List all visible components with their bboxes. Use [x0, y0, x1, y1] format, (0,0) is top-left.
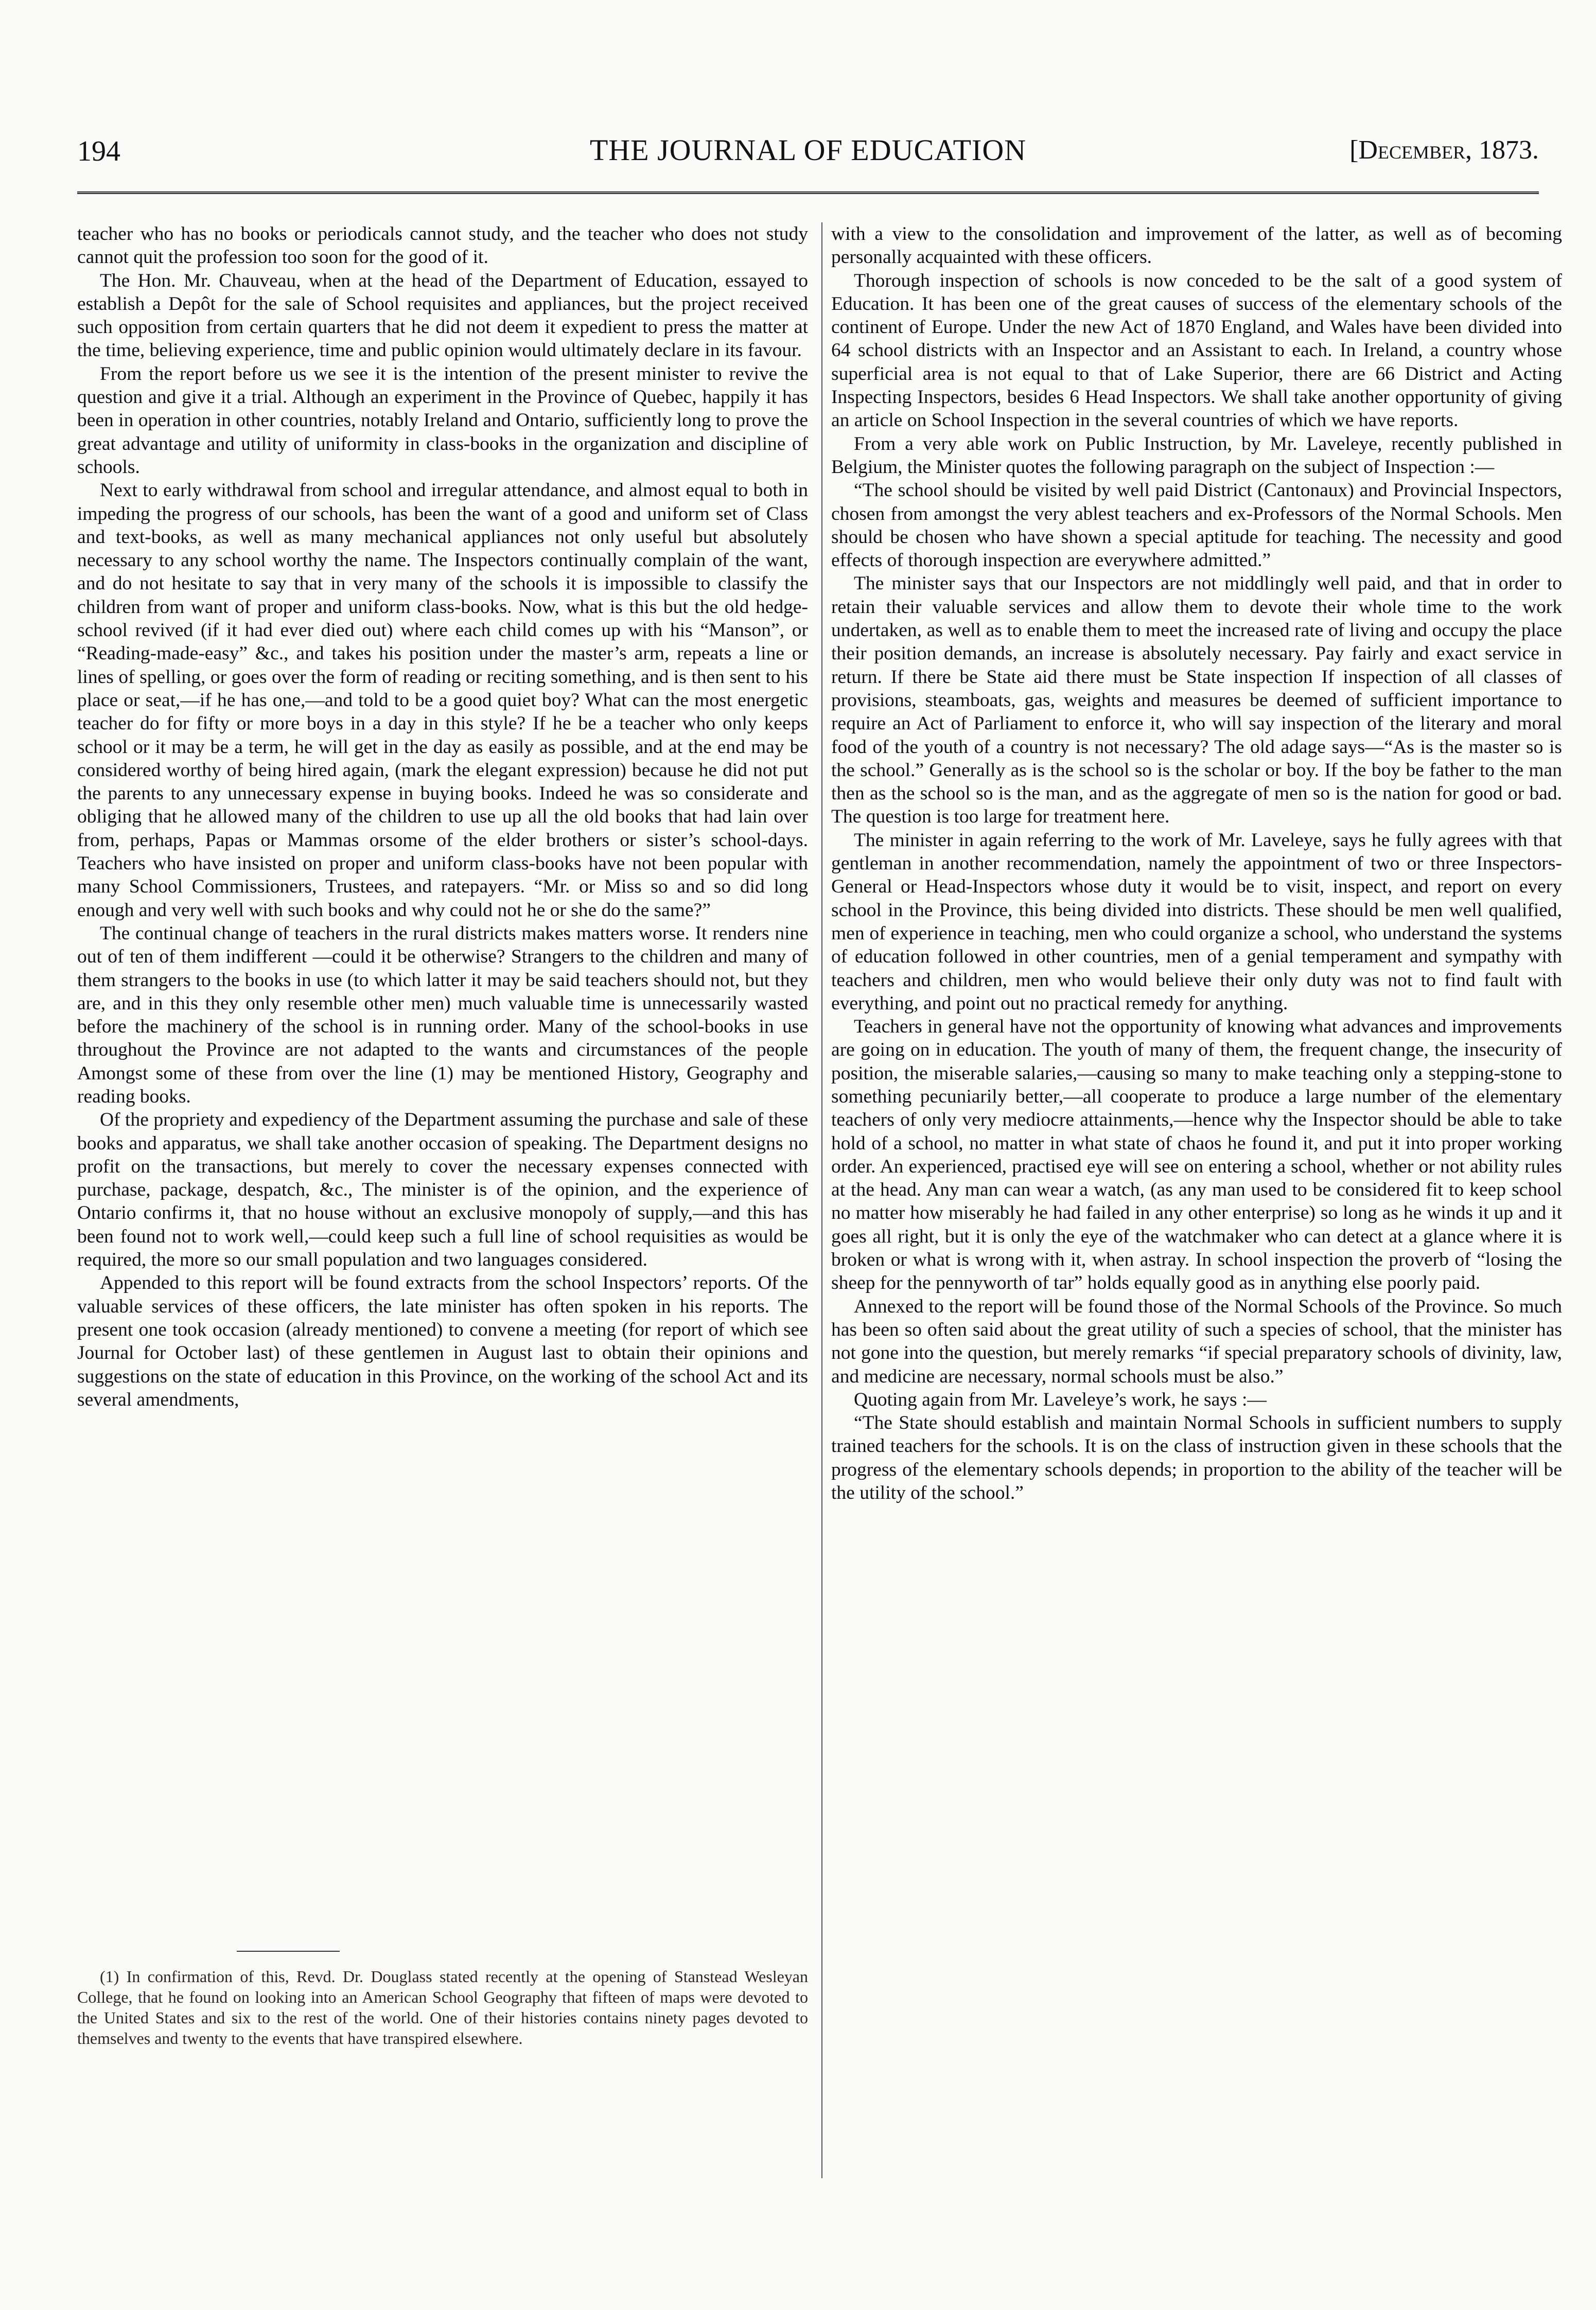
paragraph: teacher who has no books or periodicals cannot study, and the teacher who does not study cannot quit the profession too soon for the good of it.	[77, 223, 808, 268]
page-header	[77, 129, 1539, 180]
journal-title: THE JOURNAL OF EDUCATION	[589, 133, 1027, 167]
paragraph: with a view to the consolidation and improvement of the latter, as well as of becoming personally acquainted with these officers.	[831, 223, 1562, 268]
footnote	[77, 1966, 808, 2049]
right-column	[831, 222, 1562, 1504]
quotation: “The school should be visited by well paid District (Cantonaux) and Provincial Inspectors, chosen from amongst the very ablest teachers and ex-Professors of the Normal Schools. Men should be chosen who have shown a special aptitude for teaching. The necessity and good effects of thorough inspection are everywhere admitted.”	[831, 480, 1562, 571]
paragraph: The continual change of teachers in the rural districts makes matters worse. It renders nine out of ten of them indifferent —could it be otherwise? Strangers to the children and many of them strangers to the books in use (to which latter it may be said teachers should not, but they are, and in this they only resemble other men) much valuable time is unnecessarily wasted before the machinery of the school is in running order. Many of the school-books in use throughout the Province are not adapted to the wants and circumstances of the people Amongst some of these from over the line (1) may be mentioned History, Geography and reading books.	[77, 922, 808, 1107]
header-rule	[77, 191, 1539, 194]
paragraph: Teachers in general have not the opportunity of knowing what advances and improvements are going on in education. The youth of many of them, the frequent change, the insecurity of position, the miserable salaries,—causing so many to make teaching only a stepping-stone to something pecuniarily better,—all cooperate to produce a large number of the elementary teachers of only very mediocre attainments,—hence why the Inspector should be able to take hold of a school, no matter in what state of chaos he found it, and put it into proper working order. An experienced, practised eye will see on entering a school, whether or not ability rules at the head. Any man can wear a watch, (as any man used to be considered fit to keep school no matter how miserably he had failed in any other enterprise) so long as he winds it up and it goes all right, but it is only the eye of the watchmaker who can detect at a glance where it is broken or what is wrong with it, when astray. In school inspection the proverb of “losing the sheep for the pennyworth of tar” holds equally good as in anything else poorly paid.	[831, 1016, 1562, 1294]
footnote-rule	[237, 1951, 340, 1952]
column-divider	[821, 222, 822, 2178]
paragraph: Of the propriety and expediency of the Department assuming the purchase and sale of these books and apparatus, we shall take another occasion of speaking. The Department designs no profit on the transactions, but merely to cover the necessary expenses connected with purchase, package, despatch, &c., The minister is of the opinion, and the experience of Ontario confirms it, that no house without an exclusive monopoly of supply,—and this has been found not to work well,—could keep such a full line of school requisities as would be required, the more so our small population and two languages considered.	[77, 1109, 808, 1271]
paragraph: From a very able work on Public Instruction, by Mr. Laveleye, recently published in Belgium, the Minister quotes the following paragraph on the subject of Inspection :—	[831, 433, 1562, 478]
paragraph: Appended to this report will be found extracts from the school Inspectors’ reports. Of the valuable services of these officers, the late minister has often spoken in his reports. The present one took occasion (already mentioned) to convene a meeting (for report of which see Journal for October last) of these gentlemen in August last to obtain their opinions and suggestions on the state of education in this Province, on the working of the school Act and its several amendments,	[77, 1272, 808, 1410]
paragraph: From the report before us we see it is the intention of the present minister to revive the question and give it a trial. Although an experiment in the Province of Quebec, happily it has been in operation in other countries, notably Ireland and Ontario, sufficiently long to prove the great advantage and utility of uniformity in class-books in the organization and discipline of schools.	[77, 363, 808, 478]
paragraph: Quoting again from Mr. Laveleye’s work, he says :—	[854, 1389, 1267, 1410]
paragraph: Thorough inspection of schools is now conceded to be the salt of a good system of Education. It has been one of the great causes of success of the elementary schools of the continent of Europe. Under the new Act of 1870 England, and Wales have been divided into 64 school districts with an Inspector and an Assistant to each. In Ireland, a country whose superficial area is not equal to that of Lake Superior, there are 66 District and Acting Inspecting Inspectors, besides 6 Head Inspectors. We shall take another opportunity of giving an article on School Inspection in the several countries of which we have reports.	[831, 270, 1562, 431]
footnote-text: (1) In confirmation of this, Revd. Dr. Douglass stated recently at the opening of Stanstead Wesleyan College, that he found on looking into an American School Geography that fifteen of maps were devoted to the United States and six to the rest of the world. One of their histories contains ninety pages devoted to themselves and twenty to the events that have transpired elsewhere.	[77, 1967, 808, 2047]
paragraph: The minister in again referring to the work of Mr. Laveleye, says he fully agrees with that gentleman in another recommendation, namely the appointment of two or three Inspectors-General or Head-Inspectors whose duty it would be to visit, inspect, and report on every school in the Province, this being divided into districts. These should be men well qualified, men of experience in teaching, men who could organize a school, who understand the systems of education followed in other countries, men of a genial temperament and sympathy with teachers and children, men who would believe their only duty was not to find fault with everything, and point out no practical remedy for anything.	[831, 829, 1562, 1014]
paragraph: Annexed to the report will be found those of the Normal Schools of the Province. So much has been so often said about the great utility of such a species of school, that the minister has not gone into the question, but merely remarks “if special preparatory schools of divinity, law, and medicine are necessary, normal schools must be also.”	[831, 1296, 1562, 1387]
paragraph: The Hon. Mr. Chauveau, when at the head of the Department of Education, essayed to establish a Depôt for the sale of School requisites and appliances, but the project received such opposition from certain quarters that he did not deem it expedient to press the matter at the time, believing experience, time and public opinion would ultimately declare in its favour.	[77, 270, 808, 361]
paragraph: Next to early withdrawal from school and irregular attendance, and almost equal to both in impeding the progress of our schools, has been the want of a good and uniform set of Class and text-books, as well as many mechanical appliances not only useful but absolutely necessary to any school worthy the name. The Inspectors continually complain of the want, and do not hesitate to say that in very many of the schools it is impossible to classify the children from want of proper and uniform class-books. Now, what is this but the old hedge-school revived (if it had ever died out) where each child comes up with his “Manson”, or “Reading-made-easy” &c., and takes his position under the master’s arm, repeats a line or lines of spelling, or goes over the form of reading or reciting something, and is then sent to his place or seat,—if he has one,—and told to be a good quiet boy? What can the most energetic teacher do for fifty or more boys in a day in this style? If he be a teacher who only keeps school or it may be a term, he will get in the day as easily as possible, and at the end may be considered worthy of being hired again, (mark the elegant expression) because he did not put the parents to any unnecessary expense in buying books. Indeed he was so considerate and obliging that he allowed many of the children to use up all the old books that had lain over from, perhaps, Papas or Mammas orsome of the elder brothers or sister’s school-days. Teachers who have insisted on proper and uniform class-books have not been popular with many School Commissioners, Trustees, and ratepayers. “Mr. or Miss so and so did long enough and very well with such books and why could not he or she do the same?”	[77, 480, 808, 921]
issue-date: [December, 1873.	[1349, 135, 1539, 165]
page-number: 194	[77, 135, 120, 167]
left-column	[77, 222, 808, 1411]
quotation: “The State should establish and maintain Normal Schools in sufficient numbers to supply trained teachers for the schools. It is on the class of instruction given in these schools that the progress of the elementary schools depends; in proportion to the ability of the teacher will be the utility of the school.”	[831, 1412, 1562, 1504]
paragraph: The minister says that our Inspectors are not middlingly well paid, and that in order to retain their valuable services and allow them to devote their whole time to the work undertaken, as well as to enable them to meet the increased rate of living and occupy the place their position demands, an increase is absolutely necessary. Pay fairly and exact service in return. If there be State aid there must be State inspection If inspection of all classes of provisions, steamboats, gas, weights and measures be deemed of sufficient importance to require an Act of Parliament to enforce it, who will say inspection of the literary and moral food of the youth of a country is not necessary? The old adage says—“As is the master so is the school.” Generally as is the school so is the scholar or boy. If the boy be father to the man then as the school so is the man, and as the aggregate of men so is the nation for good or bad. The question is too large for treatment here.	[831, 573, 1562, 828]
